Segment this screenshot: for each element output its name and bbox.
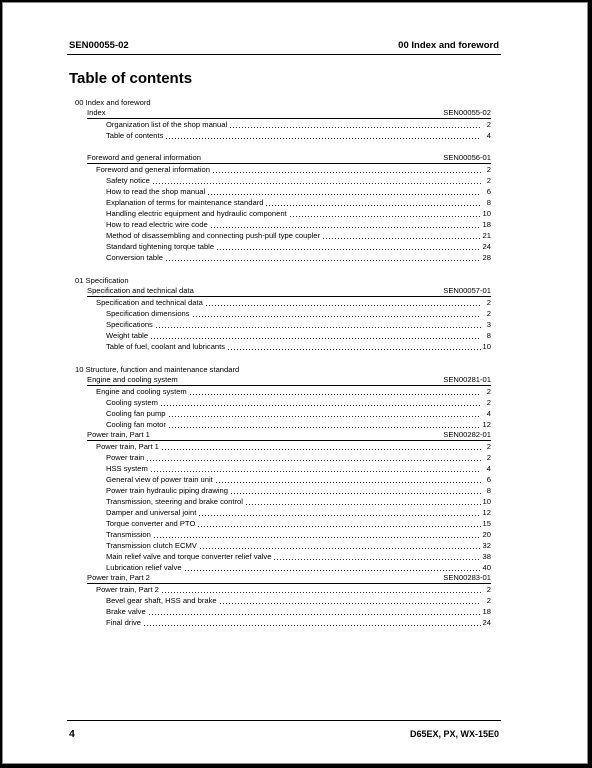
entry-title: Specification and technical data xyxy=(96,298,203,307)
toc-entry xyxy=(96,164,491,175)
toc-chapter-heading xyxy=(75,97,491,108)
dot-leader xyxy=(230,493,481,494)
entry-title: Transmission xyxy=(106,530,151,539)
dot-leader xyxy=(322,238,481,239)
entry-page-number: 6 xyxy=(486,187,491,196)
dot-leader xyxy=(198,515,480,516)
entry-title: Specification dimensions xyxy=(106,309,190,318)
entry-page-number: 10 xyxy=(482,342,491,351)
entry-page-number: 8 xyxy=(486,486,491,495)
toc-chapter-heading xyxy=(75,364,491,375)
entry-page-number: 2 xyxy=(486,585,491,594)
entry-page-number: 24 xyxy=(482,618,491,627)
entry-title: Lubrication relief valve xyxy=(106,563,182,572)
entry-page-number: 2 xyxy=(486,442,491,451)
entry-title: Specifications xyxy=(106,320,153,329)
entry-page-number: 4 xyxy=(486,464,491,473)
entry-title: Foreword and general information xyxy=(96,165,210,174)
section-title: Engine and cooling system xyxy=(87,375,178,384)
page-title: Table of contents xyxy=(69,70,193,87)
entry-page-number: 2 xyxy=(486,398,491,407)
entry-page-number: 15 xyxy=(482,519,491,528)
chapter-title: 01 Specification xyxy=(75,276,129,285)
dot-leader xyxy=(289,216,481,217)
toc-entry xyxy=(106,562,491,573)
entry-title: Cooling fan motor xyxy=(106,420,166,429)
dot-leader xyxy=(215,482,481,483)
section-title: Power train, Part 1 xyxy=(87,430,150,439)
dot-leader xyxy=(216,249,480,250)
dot-leader xyxy=(199,548,481,549)
toc-entry xyxy=(106,397,491,408)
toc-entry xyxy=(106,308,491,319)
dot-leader xyxy=(265,205,481,206)
dot-leader xyxy=(153,537,481,538)
entry-title: Transmission clutch ECMV xyxy=(106,541,197,550)
toc-entry xyxy=(106,485,491,496)
dot-leader xyxy=(168,416,481,417)
entry-page-number: 40 xyxy=(482,563,491,572)
entry-title: How to read the shop manual xyxy=(106,187,206,196)
dot-leader xyxy=(205,305,481,306)
dot-leader xyxy=(168,427,481,428)
entry-page-number: 18 xyxy=(482,607,491,616)
chapter-title: 00 Index and foreword xyxy=(75,98,151,107)
entry-page-number: 12 xyxy=(482,508,491,517)
entry-title: Main relief valve and torque converter relief valve xyxy=(106,552,272,561)
entry-page-number: 2 xyxy=(486,298,491,307)
dot-leader xyxy=(165,138,481,139)
entry-title: Table of contents xyxy=(106,131,164,140)
dot-leader xyxy=(152,183,481,184)
toc-section-heading xyxy=(87,573,491,584)
toc-chapter-heading xyxy=(75,275,491,286)
dot-leader xyxy=(150,338,481,339)
toc-entry xyxy=(96,441,491,452)
entry-page-number: 24 xyxy=(482,242,491,251)
entry-title: Transmission, steering and brake control xyxy=(106,497,243,506)
toc-section-heading xyxy=(87,430,491,441)
section-doc-code: SEN00056-01 xyxy=(443,153,491,162)
entry-title: Power train, Part 1 xyxy=(96,442,159,451)
footer-rule xyxy=(67,720,501,721)
footer-model-name: D65EX, PX, WX-15E0 xyxy=(409,729,499,739)
toc-entry xyxy=(106,230,491,241)
dot-leader xyxy=(227,349,481,350)
toc-entry xyxy=(106,252,491,263)
dot-leader xyxy=(160,405,481,406)
dot-leader xyxy=(273,559,480,560)
entry-title: Torque converter and PTO xyxy=(106,519,196,528)
dot-leader xyxy=(146,460,481,461)
toc-entry xyxy=(106,241,491,252)
toc-entry xyxy=(106,617,491,628)
entry-title: Safety notice xyxy=(106,176,150,185)
entry-page-number: 28 xyxy=(482,253,491,262)
toc-entry xyxy=(106,496,491,507)
dot-leader xyxy=(161,592,481,593)
entry-page-number: 2 xyxy=(486,309,491,318)
entry-title: Table of fuel, coolant and lubricants xyxy=(106,342,226,351)
toc-entry xyxy=(106,452,491,463)
entry-page-number: 38 xyxy=(482,552,491,561)
entry-title: Brake valve xyxy=(106,607,146,616)
toc-entry xyxy=(106,119,491,130)
entry-title: Power train, Part 2 xyxy=(96,585,159,594)
dot-leader xyxy=(207,194,481,195)
toc-entry xyxy=(96,386,491,397)
entry-title: Damper and universal joint xyxy=(106,508,197,517)
dot-leader xyxy=(143,625,481,626)
entry-title: How to read electric wire code xyxy=(106,220,208,229)
entry-title: Final drive xyxy=(106,618,142,627)
entry-title: Method of disassembling and connecting push-pull type coupler xyxy=(106,231,321,240)
entry-page-number: 32 xyxy=(482,541,491,550)
header-section-title: 00 Index and foreword xyxy=(398,40,499,51)
toc-entry xyxy=(106,175,491,186)
entry-page-number: 2 xyxy=(486,596,491,605)
entry-title: HSS system xyxy=(106,464,148,473)
toc-entry xyxy=(106,606,491,617)
dot-leader xyxy=(148,614,481,615)
dot-leader xyxy=(150,471,481,472)
entry-title: Standard tightening torque table xyxy=(106,242,215,251)
section-title: Foreword and general information xyxy=(87,153,201,162)
dot-leader xyxy=(189,394,481,395)
toc-entry xyxy=(106,551,491,562)
entry-page-number: 18 xyxy=(482,220,491,229)
entry-title: Organization list of the shop manual xyxy=(106,120,228,129)
toc-entry xyxy=(106,319,491,330)
entry-page-number: 21 xyxy=(482,231,491,240)
entry-title: Power train xyxy=(106,453,145,462)
dot-leader xyxy=(192,316,481,317)
entry-page-number: 4 xyxy=(486,131,491,140)
entry-title: Bevel gear shaft, HSS and brake xyxy=(106,596,217,605)
dot-leader xyxy=(229,127,481,128)
toc-entry xyxy=(106,529,491,540)
dot-leader xyxy=(184,570,481,571)
toc-entry xyxy=(106,595,491,606)
entry-page-number: 6 xyxy=(486,475,491,484)
section-doc-code: SEN00057-01 xyxy=(443,286,491,295)
section-doc-code: SEN00282-01 xyxy=(443,430,491,439)
toc-entry xyxy=(106,219,491,230)
manual-page xyxy=(2,2,588,764)
dot-leader xyxy=(210,227,481,228)
toc-section-heading xyxy=(87,375,491,386)
toc-entry xyxy=(106,197,491,208)
entry-page-number: 20 xyxy=(482,530,491,539)
toc-entry xyxy=(106,186,491,197)
entry-page-number: 2 xyxy=(486,176,491,185)
table-of-contents xyxy=(3,3,587,763)
toc-section-heading xyxy=(87,153,491,164)
section-doc-code: SEN00283-01 xyxy=(443,573,491,582)
toc-entry xyxy=(96,584,491,595)
dot-leader xyxy=(161,449,481,450)
toc-entry xyxy=(106,341,491,352)
toc-section-heading xyxy=(87,286,491,297)
entry-page-number: 3 xyxy=(486,320,491,329)
dot-leader xyxy=(245,504,481,505)
entry-page-number: 12 xyxy=(482,420,491,429)
entry-title: Explanation of terms for maintenance standard xyxy=(106,198,264,207)
section-doc-code: SEN00055-02 xyxy=(443,108,491,117)
entry-page-number: 10 xyxy=(482,497,491,506)
section-title: Index xyxy=(87,108,106,117)
toc-entry xyxy=(106,518,491,529)
entry-title: Weight table xyxy=(106,331,149,340)
dot-leader xyxy=(197,526,480,527)
header-doc-code: SEN00055-02 xyxy=(69,40,129,51)
entry-page-number: 10 xyxy=(482,209,491,218)
entry-title: Cooling system xyxy=(106,398,158,407)
dot-leader xyxy=(212,172,481,173)
entry-page-number: 2 xyxy=(486,120,491,129)
toc-entry xyxy=(106,474,491,485)
entry-page-number: 8 xyxy=(486,198,491,207)
section-title: Specification and technical data xyxy=(87,286,194,295)
toc-entry xyxy=(106,419,491,430)
dot-leader xyxy=(165,260,481,261)
entry-page-number: 8 xyxy=(486,331,491,340)
toc-entry xyxy=(106,330,491,341)
toc-section-heading xyxy=(87,108,491,119)
entry-page-number: 2 xyxy=(486,453,491,462)
section-doc-code: SEN00281-01 xyxy=(443,375,491,384)
footer-page-number: 4 xyxy=(69,728,75,740)
entry-page-number: 2 xyxy=(486,387,491,396)
entry-title: Handling electric equipment and hydraulic component xyxy=(106,209,287,218)
entry-title: Power train hydraulic piping drawing xyxy=(106,486,228,495)
dot-leader xyxy=(219,603,481,604)
toc-entry xyxy=(106,507,491,518)
entry-title: Engine and cooling system xyxy=(96,387,187,396)
entry-title: Conversion table xyxy=(106,253,163,262)
toc-entry xyxy=(106,463,491,474)
entry-page-number: 2 xyxy=(486,165,491,174)
section-title: Power train, Part 2 xyxy=(87,573,150,582)
dot-leader xyxy=(155,327,481,328)
entry-title: Cooling fan pump xyxy=(106,409,166,418)
toc-entry xyxy=(96,297,491,308)
toc-entry xyxy=(106,408,491,419)
chapter-title: 10 Structure, function and maintenance standard xyxy=(75,365,240,374)
toc-entry xyxy=(106,130,491,141)
toc-entry xyxy=(106,540,491,551)
entry-title: General view of power train unit xyxy=(106,475,213,484)
toc-entry xyxy=(106,208,491,219)
entry-page-number: 4 xyxy=(486,409,491,418)
